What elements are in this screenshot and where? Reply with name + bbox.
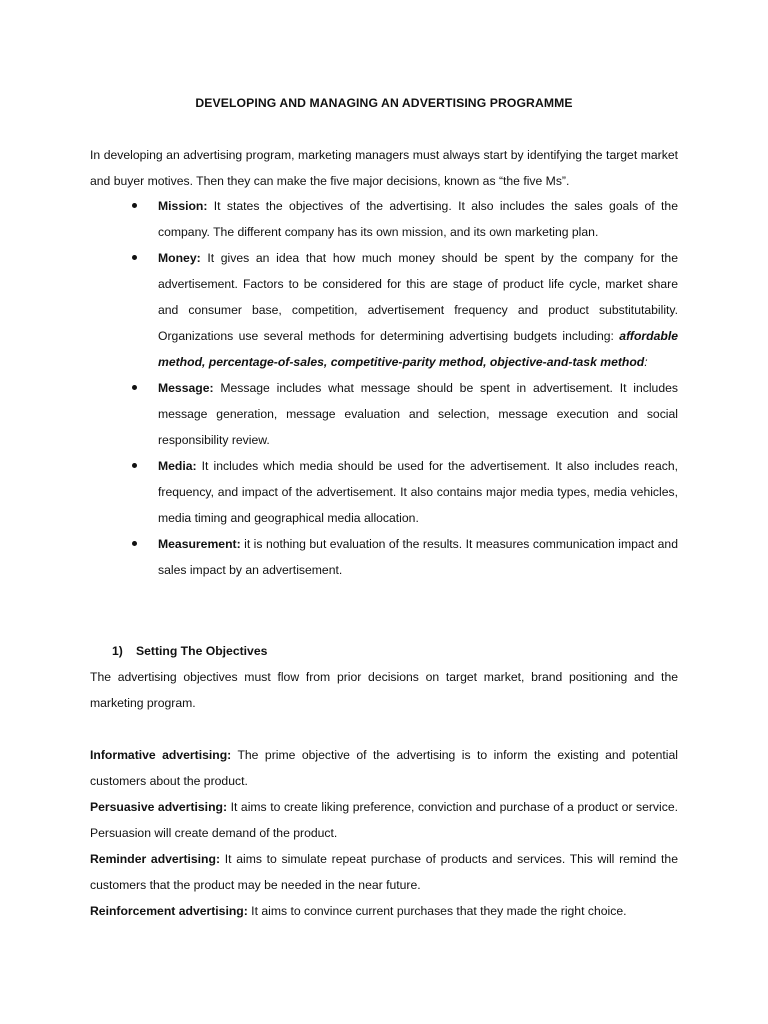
bullet-term: Media: [158,459,197,473]
objectives-paragraph: The advertising objectives must flow from prior decisions on target market, brand positioning and the marketing program. [90,670,678,710]
five-ms-list [158,193,678,583]
bullet-icon [132,255,137,260]
bullet-term: Measurement: [158,537,241,551]
paragraph-text: The prime objective of the advertising is to inform the existing and potential customers about the product. [90,748,678,788]
bullet-icon [132,203,137,208]
paragraph-term: Informative advertising: [90,748,232,762]
bullet-term: Mission: [158,199,208,213]
page-title: DEVELOPING AND MANAGING AN ADVERTISING PROGRAMME [195,96,573,110]
paragraph-term: Reinforcement advertising: [90,904,248,918]
bullet-icon [132,385,137,390]
section-title: Setting The Objectives [136,644,268,658]
bullet-text: Message includes what message should be spent in advertisement. It includes message generation, message evaluation and selection, message execution and social responsibility review. [158,381,678,447]
bullet-tail: : [644,355,648,369]
reinforcement-advertising-paragraph [90,898,678,924]
persuasive-advertising-paragraph [90,794,678,846]
list-item-mission [158,193,678,245]
paragraph-term: Reminder advertising: [90,852,221,866]
paragraph-text: It aims to create liking preference, conviction and purchase of a product or service. Persuasion will create demand of the product. [90,800,678,840]
bullet-text: It includes which media should be used for the advertisement. It also includes reach, frequency, and impact of the advertisement. It also contains major media types, media vehicles, media timing and geographical media allocation. [158,459,678,525]
reminder-advertising-paragraph [90,846,678,898]
bullet-term: Money: [158,251,201,265]
informative-advertising-paragraph [90,742,678,794]
list-item-message [158,375,678,453]
paragraph-text: It aims to simulate repeat purchase of products and services. This will remind the customers that the product may be needed in the near future. [90,852,678,892]
section-number: 1) [112,644,123,658]
bullet-term: Message: [158,381,214,395]
list-item-measurement [158,531,678,583]
bullet-text: it is nothing but evaluation of the results. It measures communication impact and sales impact by an advertisement. [158,537,678,577]
paragraph-term: Persuasive advertising: [90,800,228,814]
bullet-text: It gives an idea that how much money should be spent by the company for the advertisement. Factors to be considered for this are stage of product life cycle, market share and consumer base, competition, advertisement frequency and product substitutability. Organizations use several methods for determining advertising budgets including: [158,251,678,343]
intro-paragraph: In developing an advertising program, marketing managers must always start by identifying the target market and buyer motives. Then they can make the five major decisions, known as “the five Ms”. [90,148,678,188]
list-item-media [158,453,678,531]
section-heading [112,640,267,662]
bullet-icon [132,541,137,546]
bullet-icon [132,463,137,468]
bullet-text: It states the objectives of the advertising. It also includes the sales goals of the company. The different company has its own mission, and its own marketing plan. [158,199,678,239]
budget-methods-emphasis: affordable method, percentage-of-sales, competitive-parity method, objective-and-task method [158,329,678,369]
list-item-money [158,245,678,375]
paragraph-text: It aims to convince current purchases that they made the right choice. [247,904,627,918]
